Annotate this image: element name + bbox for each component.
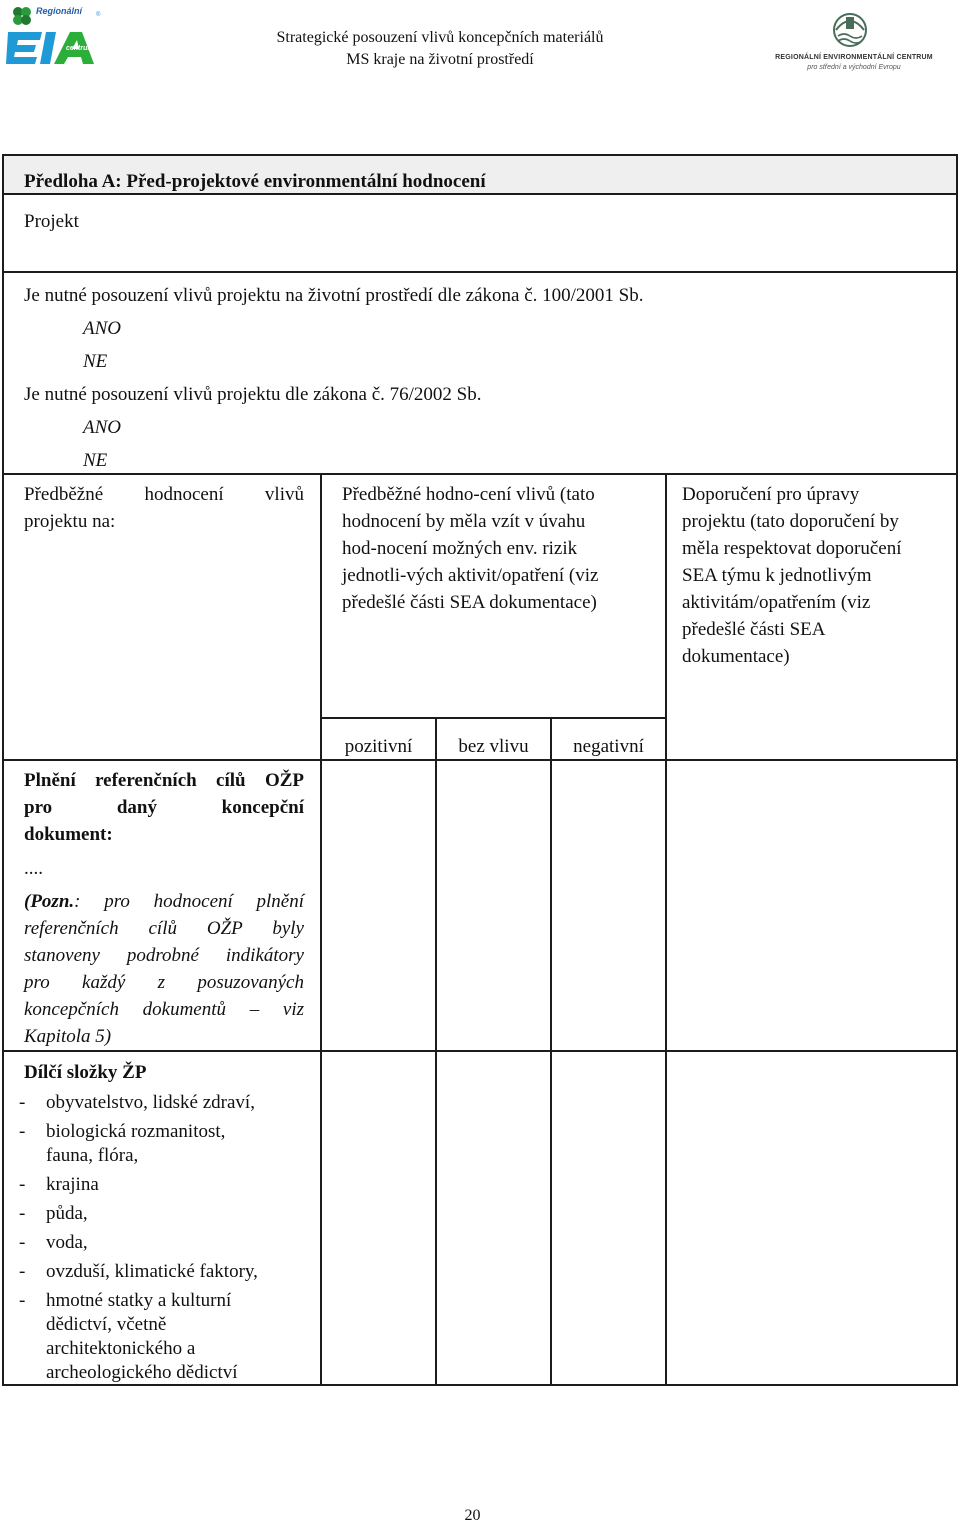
column-project-header bbox=[24, 481, 304, 508]
recommendation-header-line: projektu (tato doporučení by bbox=[682, 511, 899, 532]
question-natura-law: Je nutné posouzení vlivů projektu dle zákona č. 76/2002 Sb. bbox=[24, 384, 482, 405]
list-item-text: fauna, flóra, bbox=[46, 1145, 139, 1166]
question-natura-no[interactable]: NE bbox=[83, 450, 108, 471]
recommendation-header-line: SEA týmu k jednotlivým bbox=[682, 565, 872, 586]
header-title-line-1: Strategické posouzení vlivů koncepčních materiálů bbox=[276, 29, 604, 46]
page-number: 20 bbox=[464, 1507, 481, 1524]
rule-below-questions bbox=[2, 473, 958, 475]
column-divider-neutral bbox=[550, 718, 552, 1385]
column-project-word-1: Předběžné bbox=[24, 484, 104, 505]
subheader-negative: negativní bbox=[573, 736, 644, 757]
rule-below-project bbox=[2, 271, 958, 273]
note-prefix: (Pozn. bbox=[24, 891, 75, 912]
environment-components-title: Dílčí složky ŽP bbox=[24, 1062, 147, 1083]
recommendation-header-line: Doporučení pro úpravy bbox=[682, 484, 860, 505]
table-border-right bbox=[956, 154, 958, 1385]
reference-goals-title-line: dokument: bbox=[24, 824, 113, 845]
rec-logo-name: REGIONÁLNÍ ENVIRONMENTÁLNÍ CENTRUM bbox=[775, 54, 933, 61]
list-item bbox=[19, 1202, 309, 1226]
list-item bbox=[19, 1231, 309, 1255]
list-dash: - bbox=[19, 1203, 26, 1224]
list-item-text: biologická rozmanitost, bbox=[46, 1121, 226, 1142]
question-eia-no[interactable]: NE bbox=[83, 351, 108, 372]
list-item-text: obyvatelstvo, lidské zdraví, bbox=[46, 1092, 255, 1113]
list-item bbox=[19, 1091, 309, 1115]
list-dash: - bbox=[19, 1290, 26, 1311]
svg-text:Regionální: Regionální bbox=[36, 6, 83, 16]
note-line: stanoveny podrobné indikátory bbox=[24, 945, 304, 966]
note-line: koncepčních dokumentů – viz bbox=[24, 999, 304, 1020]
reference-goals-title-line: Plnění referenčních cílů OŽP bbox=[24, 770, 304, 791]
note-colon: : bbox=[74, 891, 81, 912]
question-eia-yes[interactable]: ANO bbox=[83, 318, 121, 339]
column-divider-positive bbox=[435, 718, 437, 1385]
recommendation-header-line: aktivitám/opatřením (viz bbox=[682, 592, 871, 613]
list-dash: - bbox=[19, 1174, 26, 1195]
rule-above-subheaders bbox=[320, 717, 666, 719]
column-divider-2 bbox=[665, 474, 667, 1385]
assessment-header-line: předešlé části SEA dokumentace) bbox=[342, 592, 597, 613]
list-dash: - bbox=[19, 1092, 26, 1113]
recommendation-header-line: dokumentace) bbox=[682, 646, 790, 667]
list-item bbox=[19, 1289, 309, 1385]
list-dash: - bbox=[19, 1121, 26, 1142]
list-item bbox=[19, 1173, 309, 1197]
rule-between-rows bbox=[2, 1050, 958, 1052]
table-border-left bbox=[2, 154, 4, 1385]
recommendation-header-line: měla respektovat doporučení bbox=[682, 538, 902, 559]
column-project-word-3: vlivů bbox=[264, 484, 304, 505]
environment-components-list bbox=[19, 1091, 309, 1390]
list-item-text: hmotné statky a kulturní bbox=[46, 1290, 232, 1311]
question-natura-yes[interactable]: ANO bbox=[83, 417, 121, 438]
list-item-text: krajina bbox=[46, 1174, 99, 1195]
reference-goals-title-line: pro daný koncepční bbox=[24, 797, 304, 818]
note-line: referenčních cílů OŽP byly bbox=[24, 918, 304, 939]
note-line: pro hodnocení plnění bbox=[80, 891, 304, 912]
list-dash: - bbox=[19, 1261, 26, 1282]
list-item-text: architektonického a bbox=[46, 1338, 196, 1359]
form-heading: Předloha A: Před-projektové environmentální hodnocení bbox=[24, 171, 486, 192]
column-project-header-line-2: projektu na: bbox=[24, 511, 116, 532]
list-item-text: půda, bbox=[46, 1203, 88, 1224]
svg-text:centrum: centrum bbox=[66, 45, 94, 52]
assessment-header-line: Předběžné hodno-cení vlivů (tato bbox=[342, 484, 595, 505]
list-dash: - bbox=[19, 1232, 26, 1253]
column-divider-1 bbox=[320, 474, 322, 1385]
svg-text:®: ® bbox=[96, 12, 101, 18]
note-line: pro každý z posuzovaných bbox=[24, 972, 304, 993]
project-label: Projekt bbox=[24, 211, 79, 232]
column-assessment-header bbox=[342, 481, 657, 616]
reference-goals-note bbox=[24, 888, 304, 1050]
list-item-text: archeologického dědictví bbox=[46, 1362, 238, 1383]
subheader-neutral: bez vlivu bbox=[458, 736, 529, 757]
reference-goals-placeholder: .... bbox=[24, 858, 43, 879]
assessment-header-line: hodnocení by měla vzít v úvahu bbox=[342, 511, 586, 532]
question-eia-law: Je nutné posouzení vlivů projektu na životní prostředí dle zákona č. 100/2001 Sb. bbox=[24, 285, 644, 306]
list-item bbox=[19, 1120, 309, 1168]
recommendation-header-line: předešlé části SEA bbox=[682, 619, 826, 640]
table-border-top bbox=[2, 154, 958, 156]
column-project-word-2: hodnocení bbox=[144, 484, 224, 505]
list-item-text: dědictví, včetně bbox=[46, 1314, 167, 1335]
subheader-positive: pozitivní bbox=[344, 736, 413, 757]
row-reference-goals-title bbox=[24, 767, 304, 848]
rec-logo-subtitle: pro střední a východní Evropu bbox=[807, 64, 901, 71]
list-item-text: voda, bbox=[46, 1232, 88, 1253]
assessment-header-line: jednotli-vých aktivit/opatření (viz bbox=[342, 565, 599, 586]
note-line: Kapitola 5) bbox=[24, 1026, 112, 1047]
list-item-text: ovzduší, klimatické faktory, bbox=[46, 1261, 258, 1282]
assessment-header-line: hod-nocení možných env. rizik bbox=[342, 538, 578, 559]
header-title-line-2: MS kraje na životní prostředí bbox=[346, 51, 534, 68]
column-recommendation-header bbox=[682, 481, 952, 670]
list-item bbox=[19, 1260, 309, 1284]
